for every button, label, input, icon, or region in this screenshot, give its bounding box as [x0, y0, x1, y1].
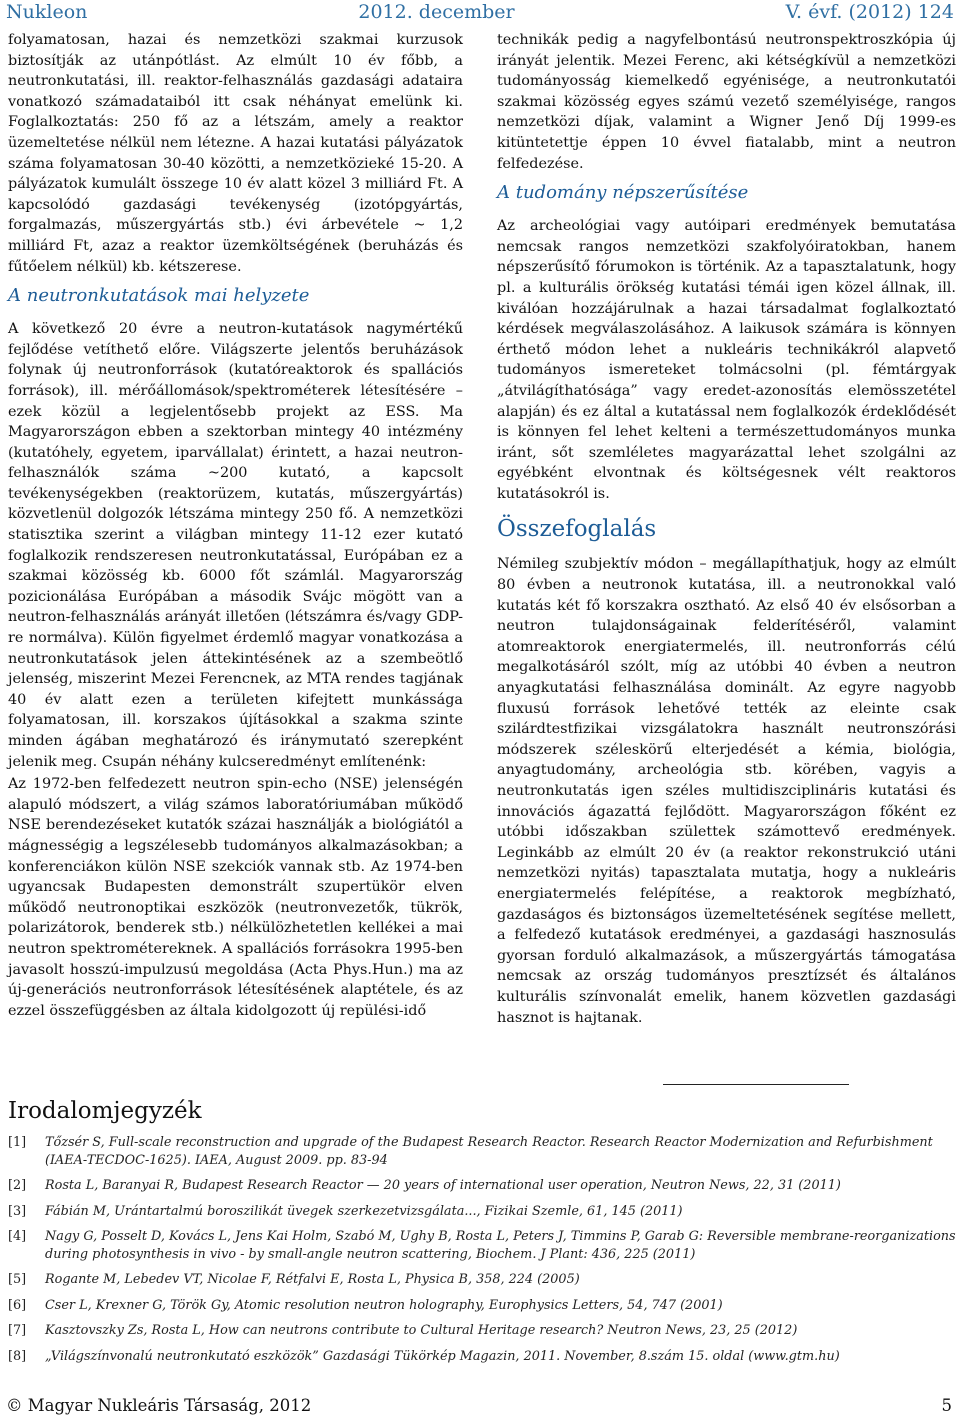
reference-text: Rogante M, Lebedev VT, Nicolae F, Rétfalvi E, Rosta L, Physica B, 358, 224 (2005): [45, 1272, 580, 1287]
reference-item: [8, 1297, 956, 1315]
paragraph-key-results: Az 1972-ben felfedezett neutron spin-echo (NSE) jelenségén alapuló módszert, a világ számos laboratóriumában működő NSE berendezéseket kutatók százai használják a biológiától a mágnességig a legszélesebb tudományos alkalmazásokban; a konferenciákon külön NSE szekciók vannak stb. Az 1974-ben ugyancsak Budapesten demonstrált szupertükör elven működő neutronoptikai eszközök (neutronvezetők, tükrök, polarizátorok, benderek stb.) nélkülözhetetlen kellékei a mai neutron spektrométereknek. A spallációs forrásokra 1995-ben javasolt hosszú-impulzusú megoldása (Acta Phys.Hun.) ma az új-generációs neutronforrások létesítésének alaptétele, és az ezzel összefüggésben az általa kidolgozott új repülési-idő: [8, 776, 463, 1019]
page-footer: [6, 1395, 952, 1417]
reference-text: Kasztovszky Zs, Rosta L, How can neutrons contribute to Cultural Heritage research? Neutron News, 23, 25 (2012): [45, 1323, 798, 1338]
journal-name: Nukleon: [6, 1, 88, 23]
reference-text: Fábián M, Urántartalmú boroszilikát üvegek szerkezetvizsgálata..., Fizikai Szemle, 61, 145 (2011): [45, 1203, 683, 1219]
reference-text: Rosta L, Baranyai R, Budapest Research Reactor — 20 years of international user operation, Neutron News, 22, 31 (2011): [45, 1178, 841, 1193]
reference-number: [2]: [8, 1178, 27, 1193]
right-column: [497, 30, 956, 1036]
reference-text: „Világszínvonalú neutronkutató eszközök” Gazdasági Tükörkép Magazin, 2011. November, 8.szám 15. oldal (www.gtm.hu): [45, 1348, 840, 1364]
reference-item: [8, 1322, 956, 1340]
page-number: 5: [941, 1396, 952, 1415]
reference-number: [3]: [8, 1203, 27, 1219]
reference-number: [4]: [8, 1229, 27, 1244]
reference-text: Tőzsér S, Full-scale reconstruction and upgrade of the Budapest Research Reactor. Research Reactor Modernization and Refurbishment (IAEA-TECDOC-1625). IAEA, August 2009. pp. 83-94: [45, 1135, 933, 1168]
paragraph-economy: folyamatosan, hazai és nemzetközi szakmai kurzusok biztosítják az utánpótlást. Az elmúlt 10 év főbb, a neutronkutatási, ill. reaktor-felhasználás gazdasági adataira vonatkozó számadataiból itt csak néhányat emelünk ki. Foglalkoztatás: 250 fő az a létszám, amely a reaktor üzemeltetése nélkül nem létezne. A hazai kutatási pályázatok száma folyamatosan 30-40 közötti, a nemzetközieké 15-20. A pályázatok kumulált összege 10 év alatt közel 3 milliárd Ft. A kapcsolódó gazdasági tevékenység (izotópgyártás, forgalmazás, műszergyártás stb.) évi árbevétele ~ 1,2 milliárd Ft, azaz a reaktor üzemköltségének (beruházás és fűtőelem nélkül) kb. kétszerese.: [8, 32, 463, 275]
reference-item: [8, 1348, 956, 1366]
running-header: [6, 0, 954, 26]
paragraph-summary: Némileg szubjektív módon – megállapíthatjuk, hogy az elmúlt 80 évben a neutronok kutatása, ill. a neutronokkal való kutatás két fő korszakra osztható. Az első 40 év elsősorban a neutron tulajdonságainak felderítéséről, valamint atomreaktorok energiatermelés, ill. neutronforrás célú megalkotásáról szólt, míg az utóbbi 40 évben a neutron anyagkutatási felhasználása dominált. Az egyre nagyobb fluxusú források lehetővé tették az eleinte csak szilárdtestfizikai vizsgálatokra használt neutronszórási módszerek széleskörű elterjedését a kémia, biológia, anyagtudomány, archeológia stb. körében, vagyis a neutronkutatás igen széles multidiszciplináris kutatási és innovációs ágazattá fejlődött. Magyarországon főként ez utóbbi időszakban születtek számottevő eredmények. Leginkább az elmúlt 20 év (a reaktor rekonstrukció utáni nemzetközi nyitás) tapasztalata mutatja, hogy a nukleáris energiatermelés felépítése, a reaktorok megbízható, gazdaságos és biztonságos üzemeltetésének segítése mellett, a felfedező kutatások eredményei, a gazdasági hasznosulás gyorsan forduló alkalmazások, a műszergyártás támogatása nemcsak az ország tudományos presztízsét és általános kulturális színvonalát emelik, hanem közvetlen gazdasági hasznot is hajtanak.: [497, 556, 956, 1026]
reference-text: Cser L, Krexner G, Török Gy, Atomic resolution neutron holography, Europhysics Letters, 54, 747 (2001): [45, 1297, 723, 1313]
section-heading-popularization: A tudomány népszerűsítése: [497, 182, 749, 204]
reference-item: [8, 1271, 956, 1289]
reference-number: [5]: [8, 1272, 27, 1287]
issue-date: 2012. december: [358, 1, 515, 23]
copyright-notice: © Magyar Nukleáris Társaság, 2012: [6, 1396, 312, 1415]
column-end-rule: [663, 1084, 849, 1085]
references-list: [8, 1134, 956, 1373]
reference-number: [8]: [8, 1348, 27, 1364]
section-heading-current-state: A neutronkutatások mai helyzete: [8, 285, 310, 307]
reference-number: [7]: [8, 1323, 27, 1338]
reference-item: [8, 1177, 956, 1195]
reference-number: [1]: [8, 1135, 27, 1150]
reference-item: [8, 1134, 956, 1169]
reference-item: [8, 1228, 956, 1263]
left-column: [8, 30, 463, 1029]
references-title: Irodalomjegyzék: [8, 1098, 202, 1124]
paragraph-mezei: technikák pedig a nagyfelbontású neutronspektroszkópia új irányát jelentik. Mezei Ferenc, aki kétségkívül a nemzetközi tudományosság kiemelkedő egyénisége, a neutronkutatói szakmai közösség egyes számú vezető személyisége, rangos nemzetközi díjak, valamint a Wigner Jenő Díj 1999-es kitüntetettje éppen 10 évvel fiatalabb, mint a neutron felfedezése.: [497, 32, 956, 172]
reference-text: Nagy G, Posselt D, Kovács L, Jens Kai Holm, Szabó M, Ughy B, Rosta L, Peters J, Timmins P, Garab G: Reversible membrane-reorganizations during photosynthesis in vivo - by small-angle neutron scattering, Biochem. J Plant: 436, 225 (2011): [45, 1229, 956, 1262]
reference-number: [6]: [8, 1297, 27, 1313]
paragraph-popularization: Az archeológiai vagy autóipari eredmények bemutatása nemcsak rangos nemzetközi szakfolyóiratokban, hanem népszerűsítő fórumokon is történik. Az a tapasztalatunk, hogy pl. a kulturális örökség kutatási témái igen közel állnak, ill. kiválóan hozzájárulnak a hazai társadalmat foglalkoztató kérdések megválaszolásához. A laikusok számára is könnyen érthető módon lehet a nukleáris technikákról alapvető tudományos ismereteket tolmácsolni (pl. fémtárgyak „átvilágíthatósága” vagy eredet-azonosítás elemösszetétel alapján) és ez által a kutatással nem foglalkozók érdeklődését is könnyen fel lehet kelteni a természettudományos munka iránt, sőt szemléletes magyarázattal lehet szolgálni az egyébként elvontnak és költségesnek vélt reaktoros kutatásokról is.: [497, 218, 956, 502]
reference-item: [8, 1203, 956, 1221]
paragraph-current-state: A következő 20 évre a neutron-kutatások nagymértékű fejlődése vetíthető előre. Világszerte jelentős beruházások folynak új neutronforrások (kutatóreaktorok és spallációs források), ill. mérőállomások/spektrométerek létesítésére – ezek közül a legjelentősebb projekt az ESS. Ma Magyarországon ebben a szektorban mintegy 40 intézmény (kutatóhely, egyetem, iparvállalat) érintett, a hazai neutron-felhasználók száma ~200 kutató, a kapcsolt tevékenységekben (reaktorüzem, kutatás, műszergyártás) közvetlenül dolgozók létszáma mintegy 250 fő. A nemzetközi statisztika szerint a világban mintegy 11-12 ezer kutató foglalkozik rendszeresen neutronkutatással, Európában ez a szakmai közösség kb. 6000 főt számlál. Magyarország pozicionálása Európában a második Svájc mögött van a neutron-felhasználás arányát illetően (létszámra és/vagy GDP-re normálva). Külön figyelmet érdemlő magyar vonatkozása a neutronkutatások jelen áttekintésének az a szembeötlő jelenség, miszerint Mezei Ferencnek, az MTA rendes tagjának 40 év alatt ezen a területen kifejtett munkássága folyamatosan, ill. korszakos újításokkal a szakma szinte minden ágában meghatározó és iránymutató szerepként jelenik meg. Csupán néhány kulcseredményt említenénk:: [8, 321, 463, 770]
volume-info: V. évf. (2012) 124: [785, 1, 954, 23]
section-heading-summary: Összefoglalás: [497, 516, 657, 543]
